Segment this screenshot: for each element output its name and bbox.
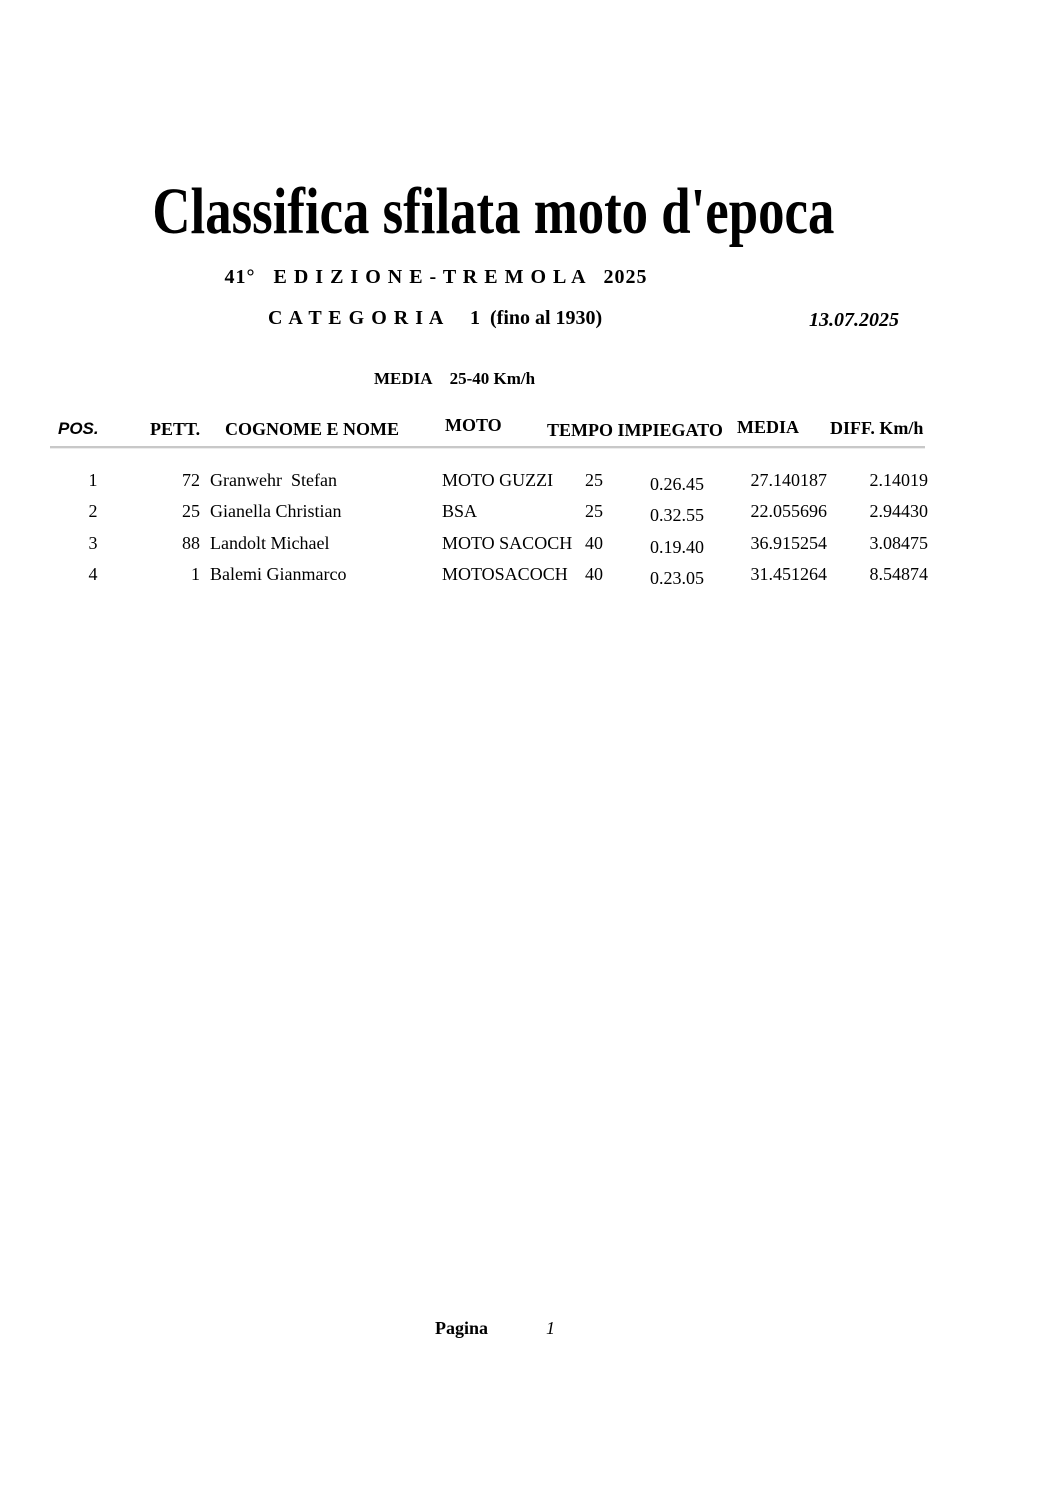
- header-divider: [50, 446, 925, 449]
- media-line: [357, 353, 535, 404]
- column-header-nome: COGNOME E NOME: [225, 419, 399, 439]
- footer-page-label: Pagina: [435, 1318, 489, 1338]
- column-header-media: MEDIA: [737, 417, 799, 437]
- cell-nome: Gianella Christian: [210, 501, 342, 522]
- cell-vel: 25: [585, 501, 603, 522]
- report-date: 13.07.2025: [809, 309, 899, 331]
- cell-pett: 1: [191, 563, 200, 584]
- cell-diff: 2.94430: [869, 501, 928, 522]
- media-label: MEDIA: [374, 369, 433, 388]
- footer-page-number: 1: [546, 1318, 555, 1338]
- column-header-diff: DIFF. Km/h: [830, 418, 924, 438]
- cell-nome: Landolt Michael: [210, 532, 330, 553]
- cell-vel: 40: [585, 532, 603, 553]
- cell-media: 22.055696: [750, 501, 827, 522]
- table-row: [0, 471, 1050, 502]
- cell-pett: 88: [182, 532, 200, 553]
- cell-pett: 25: [182, 501, 200, 522]
- table-row: [0, 502, 1050, 533]
- cell-diff: 3.08475: [869, 532, 928, 553]
- cell-pett: 72: [182, 470, 200, 490]
- cell-moto: MOTOSACOCH: [442, 563, 568, 584]
- column-header-tempo: TEMPO IMPIEGATO: [547, 420, 723, 440]
- cell-vel: 25: [585, 470, 603, 490]
- cell-media: 31.451264: [750, 563, 827, 584]
- cell-media: 27.140187: [750, 470, 827, 490]
- column-header-pett: PETT.: [150, 419, 201, 439]
- cell-tempo: 0.19.40: [650, 536, 704, 557]
- table-row: [0, 534, 1050, 565]
- cell-nome: Granwehr Stefan: [210, 470, 337, 490]
- column-header-moto: MOTO: [445, 415, 502, 435]
- cell-tempo: 0.32.55: [650, 505, 704, 526]
- cell-moto: MOTO SACOCH: [442, 532, 573, 553]
- categoria-value: 1 (fino al 1930): [470, 307, 603, 329]
- cell-nome: Balemi Gianmarco: [210, 563, 347, 584]
- media-value: 25-40 Km/h: [449, 369, 536, 388]
- cell-tempo: 0.23.05: [650, 567, 704, 588]
- cell-pos: 1: [88, 470, 98, 490]
- cell-diff: 2.14019: [869, 470, 928, 490]
- edition-subtitle: 41° E D I Z I O N E - T R E M O L A 2025: [224, 266, 648, 288]
- cell-tempo: 0.26.45: [650, 474, 704, 494]
- categoria-label: C A T E G O R I A: [268, 307, 445, 329]
- cell-media: 36.915254: [750, 532, 827, 553]
- column-header-pos: POS.: [58, 419, 99, 438]
- cell-vel: 40: [585, 563, 603, 584]
- cell-moto: BSA: [442, 501, 478, 522]
- cell-moto: MOTO GUZZI: [442, 470, 554, 490]
- cell-pos: 3: [88, 532, 98, 553]
- page-title: Classifica sfilata moto d'epoca: [152, 175, 835, 248]
- cell-pos: 4: [88, 563, 98, 584]
- cell-diff: 8.54874: [869, 563, 928, 584]
- cell-pos: 2: [88, 501, 98, 522]
- table-row: [0, 565, 1050, 596]
